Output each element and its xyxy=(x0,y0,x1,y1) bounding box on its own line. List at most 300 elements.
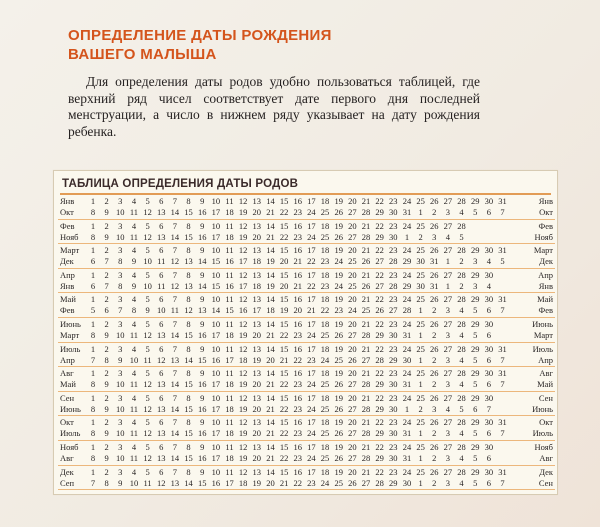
period-day: 10 xyxy=(211,417,221,428)
due-day: 10 xyxy=(116,207,125,217)
period-day: 11 xyxy=(225,220,234,231)
period-day: 30 xyxy=(484,245,494,256)
due-date-row xyxy=(58,478,555,489)
due-day: 26 xyxy=(348,477,357,488)
due-day: 7 xyxy=(500,354,505,365)
period-day: 24 xyxy=(402,441,412,452)
month-block xyxy=(58,392,555,417)
period-day: 25 xyxy=(416,392,425,403)
period-row xyxy=(58,245,555,256)
due-day: 27 xyxy=(348,428,357,439)
period-day: 8 xyxy=(186,245,191,256)
period-row xyxy=(58,270,555,281)
due-day: 5 xyxy=(459,403,464,414)
period-day: 17 xyxy=(307,368,316,379)
period-day: 2 xyxy=(104,196,109,206)
due-day: 11 xyxy=(129,329,139,340)
period-day: 4 xyxy=(131,441,137,452)
period-day: 17 xyxy=(307,220,316,231)
due-day: 5 xyxy=(473,428,478,439)
period-day: 23 xyxy=(389,196,398,206)
period-day: 27 xyxy=(443,417,453,428)
due-month-label: Июль xyxy=(60,428,81,439)
due-day: 10 xyxy=(116,403,125,414)
due-day: 25 xyxy=(320,329,330,340)
due-day: 23 xyxy=(307,354,316,365)
due-day: 17 xyxy=(211,329,221,340)
period-day: 29 xyxy=(470,368,480,379)
period-day: 29 xyxy=(470,196,480,206)
due-month-label-right: Июль xyxy=(532,428,553,439)
due-day: 27 xyxy=(361,354,371,365)
period-day: 16 xyxy=(293,196,302,206)
period-day: 13 xyxy=(252,466,262,477)
due-day: 13 xyxy=(157,207,166,217)
due-day: 8 xyxy=(104,354,109,365)
due-day: 8 xyxy=(90,231,96,242)
due-day: 18 xyxy=(266,305,275,316)
due-day: 1 xyxy=(418,452,423,463)
period-day: 2 xyxy=(104,318,109,329)
period-day: 28 xyxy=(457,318,466,329)
due-day: 24 xyxy=(307,329,316,340)
due-day: 4 xyxy=(486,280,491,291)
due-day: 12 xyxy=(184,305,193,316)
period-day: 24 xyxy=(402,417,412,428)
period-day: 24 xyxy=(402,245,412,256)
period-day: 19 xyxy=(334,392,343,403)
period-day: 31 xyxy=(498,245,507,256)
period-day: 22 xyxy=(375,417,384,428)
period-day: 14 xyxy=(266,441,275,452)
period-day: 11 xyxy=(225,343,234,354)
period-day: 4 xyxy=(131,368,137,379)
period-day: 9 xyxy=(200,343,205,354)
due-day: 15 xyxy=(197,354,207,365)
due-day: 20 xyxy=(293,305,302,316)
period-day: 28 xyxy=(457,245,466,256)
period-day: 14 xyxy=(266,245,275,256)
due-day: 29 xyxy=(375,452,384,463)
due-day: 27 xyxy=(348,207,357,217)
due-day: 17 xyxy=(211,428,221,439)
due-day: 25 xyxy=(320,379,330,390)
due-day: 22 xyxy=(320,305,330,316)
period-day: 22 xyxy=(375,343,384,354)
due-day: 11 xyxy=(129,231,139,242)
period-day: 23 xyxy=(389,245,398,256)
period-day: 19 xyxy=(334,269,343,280)
period-day: 23 xyxy=(389,392,398,403)
due-day: 26 xyxy=(375,305,384,316)
period-day: 8 xyxy=(186,318,191,329)
period-day: 13 xyxy=(252,245,262,256)
period-day: 25 xyxy=(416,318,425,329)
due-day: 6 xyxy=(486,452,491,463)
period-day: 25 xyxy=(416,220,425,231)
period-day: 8 xyxy=(186,294,191,305)
period-month-label: Окт xyxy=(60,417,74,428)
due-day: 5 xyxy=(459,231,464,242)
period-day: 18 xyxy=(320,318,330,329)
period-day: 3 xyxy=(118,245,123,256)
due-day: 19 xyxy=(238,379,248,390)
period-day: 13 xyxy=(252,368,262,379)
period-month-label-right: Март xyxy=(533,245,553,256)
due-day: 20 xyxy=(266,354,275,365)
period-day: 25 xyxy=(416,417,425,428)
due-day: 15 xyxy=(197,477,207,488)
period-day: 8 xyxy=(186,196,191,206)
period-day: 21 xyxy=(361,466,371,477)
due-day: 3 xyxy=(473,280,478,291)
period-day: 25 xyxy=(416,466,425,477)
period-month-label-right: Авг xyxy=(539,368,553,379)
due-day: 13 xyxy=(157,231,166,242)
period-month-label: Нояб xyxy=(60,441,79,452)
period-day: 15 xyxy=(279,466,289,477)
period-day: 11 xyxy=(225,318,234,329)
period-day: 7 xyxy=(172,441,178,452)
due-day: 7 xyxy=(486,403,491,414)
period-day: 13 xyxy=(252,318,262,329)
due-month-label: Сеп xyxy=(60,477,75,488)
period-day: 12 xyxy=(238,441,248,452)
period-day: 30 xyxy=(484,318,494,329)
period-day: 2 xyxy=(104,417,109,428)
due-day: 30 xyxy=(402,477,412,488)
due-day: 16 xyxy=(238,305,248,316)
due-day: 17 xyxy=(211,231,221,242)
due-day: 30 xyxy=(389,403,398,414)
period-day: 1 xyxy=(90,466,96,477)
due-day: 23 xyxy=(293,207,302,217)
period-day: 14 xyxy=(266,269,275,280)
due-day: 3 xyxy=(445,354,451,365)
period-day: 24 xyxy=(402,196,412,206)
period-day: 8 xyxy=(186,392,191,403)
due-day: 13 xyxy=(157,452,166,463)
period-month-label: Фев xyxy=(60,220,75,231)
due-day: 14 xyxy=(211,305,221,316)
period-day: 8 xyxy=(186,441,191,452)
due-day: 19 xyxy=(238,403,248,414)
period-month-label: Сен xyxy=(60,392,75,403)
due-day: 28 xyxy=(361,428,371,439)
due-day: 9 xyxy=(104,231,109,242)
due-day: 11 xyxy=(170,305,179,316)
due-day: 30 xyxy=(389,207,398,217)
due-day: 3 xyxy=(445,428,451,439)
period-month-label-right: Июль xyxy=(532,343,553,354)
due-day: 27 xyxy=(375,280,384,291)
due-day: 14 xyxy=(170,403,180,414)
due-date-row xyxy=(58,453,555,464)
due-day: 30 xyxy=(389,379,398,390)
period-day: 3 xyxy=(118,318,123,329)
period-day: 20 xyxy=(348,196,357,206)
due-day: 17 xyxy=(211,207,221,217)
due-day: 6 xyxy=(486,329,491,340)
period-day: 27 xyxy=(443,245,453,256)
due-day: 11 xyxy=(143,354,152,365)
due-day: 16 xyxy=(225,256,234,267)
period-day: 1 xyxy=(90,294,96,305)
period-day: 28 xyxy=(457,392,466,403)
period-day: 14 xyxy=(266,368,275,379)
due-day: 1 xyxy=(418,329,423,340)
due-day: 27 xyxy=(348,329,357,340)
due-day: 26 xyxy=(334,207,343,217)
period-day: 28 xyxy=(457,294,466,305)
period-day: 25 xyxy=(416,269,425,280)
period-day: 12 xyxy=(238,343,248,354)
due-day: 26 xyxy=(334,329,343,340)
period-day: 13 xyxy=(252,294,262,305)
due-day: 7 xyxy=(500,305,505,316)
due-day: 2 xyxy=(432,452,437,463)
heading-line-1: ОПРЕДЕЛЕНИЕ ДАТЫ РОЖДЕНИЯ xyxy=(68,27,332,44)
period-day: 12 xyxy=(238,294,248,305)
due-day: 21 xyxy=(266,403,275,414)
period-day: 5 xyxy=(145,417,150,428)
due-day: 25 xyxy=(348,280,357,291)
period-day: 30 xyxy=(484,269,494,280)
due-day: 11 xyxy=(129,428,139,439)
due-day: 4 xyxy=(459,329,464,340)
period-day: 5 xyxy=(145,196,150,206)
period-day: 24 xyxy=(402,368,412,379)
period-day: 6 xyxy=(159,318,164,329)
period-day: 17 xyxy=(307,441,316,452)
period-day: 16 xyxy=(293,466,302,477)
period-day: 20 xyxy=(348,466,357,477)
due-day: 15 xyxy=(211,280,221,291)
due-day: 13 xyxy=(157,403,166,414)
period-day: 27 xyxy=(443,368,453,379)
period-day: 12 xyxy=(238,220,248,231)
due-day: 12 xyxy=(157,477,166,488)
due-day: 11 xyxy=(157,280,166,291)
due-day: 18 xyxy=(238,354,248,365)
due-day: 24 xyxy=(320,354,330,365)
due-day: 26 xyxy=(361,280,371,291)
period-day: 22 xyxy=(375,220,384,231)
due-day: 9 xyxy=(131,280,137,291)
due-date-table xyxy=(53,170,558,495)
period-day: 9 xyxy=(200,392,205,403)
due-day: 28 xyxy=(361,403,371,414)
due-day: 9 xyxy=(104,403,109,414)
due-day: 4 xyxy=(459,428,464,439)
due-day: 15 xyxy=(184,403,193,414)
due-day: 30 xyxy=(389,231,398,242)
period-day: 12 xyxy=(238,245,248,256)
period-day: 1 xyxy=(90,343,96,354)
due-day: 4 xyxy=(445,403,451,414)
due-day: 11 xyxy=(129,452,139,463)
period-day: 3 xyxy=(118,392,123,403)
table-title: ТАБЛИЦА ОПРЕДЕЛЕНИЯ ДАТЫ РОДОВ xyxy=(62,178,299,190)
period-day: 4 xyxy=(131,392,137,403)
due-day: 19 xyxy=(238,329,248,340)
period-day: 23 xyxy=(389,417,398,428)
due-date-row xyxy=(58,428,555,439)
period-day: 26 xyxy=(430,368,439,379)
period-day: 15 xyxy=(279,294,289,305)
due-day: 21 xyxy=(266,379,275,390)
period-day: 25 xyxy=(416,245,425,256)
period-day: 18 xyxy=(320,466,330,477)
period-day: 15 xyxy=(279,368,289,379)
due-day: 5 xyxy=(500,256,505,267)
month-block xyxy=(58,466,555,491)
due-day: 7 xyxy=(500,428,505,439)
period-day: 31 xyxy=(498,294,507,305)
due-day: 24 xyxy=(307,207,316,217)
due-day: 17 xyxy=(252,305,262,316)
period-day: 25 xyxy=(416,368,425,379)
period-day: 12 xyxy=(238,196,248,206)
period-day: 23 xyxy=(389,220,398,231)
due-day: 16 xyxy=(225,280,234,291)
due-day: 29 xyxy=(375,379,384,390)
due-day: 18 xyxy=(252,280,262,291)
due-day: 21 xyxy=(293,280,302,291)
period-day: 18 xyxy=(320,269,330,280)
due-day: 6 xyxy=(486,428,491,439)
due-day: 16 xyxy=(211,354,221,365)
due-day: 6 xyxy=(90,280,96,291)
period-day: 20 xyxy=(348,343,357,354)
period-day: 9 xyxy=(200,441,205,452)
period-day: 19 xyxy=(334,343,343,354)
period-day: 9 xyxy=(200,269,205,280)
period-day: 17 xyxy=(307,245,316,256)
period-day: 10 xyxy=(211,368,221,379)
period-day: 19 xyxy=(334,441,343,452)
period-day: 29 xyxy=(470,269,480,280)
period-day: 9 xyxy=(200,466,205,477)
period-day: 28 xyxy=(457,343,466,354)
due-day: 8 xyxy=(118,256,123,267)
period-day: 26 xyxy=(430,220,439,231)
due-day: 17 xyxy=(225,477,234,488)
period-day: 17 xyxy=(307,417,316,428)
period-day: 5 xyxy=(145,318,150,329)
due-day: 31 xyxy=(402,452,412,463)
due-day: 21 xyxy=(266,207,275,217)
due-day: 29 xyxy=(389,477,398,488)
period-day: 24 xyxy=(402,269,412,280)
due-day: 1 xyxy=(418,305,423,316)
due-day: 23 xyxy=(293,452,302,463)
due-day: 3 xyxy=(445,329,451,340)
due-day: 20 xyxy=(252,231,262,242)
due-day: 31 xyxy=(430,256,439,267)
period-day: 4 xyxy=(131,343,137,354)
period-month-label-right: Фев xyxy=(538,220,553,231)
period-day: 3 xyxy=(118,196,123,206)
due-day: 25 xyxy=(320,231,330,242)
period-day: 27 xyxy=(443,441,453,452)
month-block xyxy=(58,441,555,466)
period-month-label: Дек xyxy=(60,466,74,477)
period-month-label-right: Окт xyxy=(539,417,553,428)
due-day: 7 xyxy=(500,477,505,488)
period-day: 9 xyxy=(200,245,205,256)
due-month-label: Фев xyxy=(60,305,75,316)
due-day: 16 xyxy=(211,477,221,488)
due-day: 23 xyxy=(320,256,330,267)
period-day: 15 xyxy=(279,392,289,403)
month-block xyxy=(58,244,555,269)
period-day: 26 xyxy=(430,294,439,305)
due-day: 13 xyxy=(157,379,166,390)
due-day: 30 xyxy=(389,428,398,439)
period-day: 8 xyxy=(186,466,191,477)
period-day: 16 xyxy=(293,294,302,305)
period-day: 30 xyxy=(484,368,494,379)
due-month-label-right: Апр xyxy=(538,354,553,365)
period-month-label-right: Сен xyxy=(538,392,553,403)
period-day: 31 xyxy=(498,466,507,477)
period-day: 22 xyxy=(375,368,384,379)
period-day: 1 xyxy=(90,368,96,379)
due-date-row xyxy=(58,330,555,341)
period-day: 24 xyxy=(402,220,412,231)
period-day: 6 xyxy=(159,220,164,231)
due-day: 28 xyxy=(361,379,371,390)
due-day: 9 xyxy=(118,477,123,488)
period-day: 21 xyxy=(361,368,371,379)
month-block xyxy=(58,195,555,220)
due-day: 29 xyxy=(375,428,384,439)
period-day: 26 xyxy=(430,318,439,329)
due-day: 7 xyxy=(104,256,109,267)
due-day: 10 xyxy=(143,256,152,267)
due-month-label-right: Окт xyxy=(539,207,553,217)
period-day: 21 xyxy=(361,220,371,231)
period-day: 15 xyxy=(279,269,289,280)
period-day: 30 xyxy=(484,294,494,305)
period-day: 22 xyxy=(375,318,384,329)
due-day: 13 xyxy=(157,428,166,439)
due-day: 3 xyxy=(445,452,451,463)
period-day: 26 xyxy=(430,466,439,477)
due-day: 31 xyxy=(402,428,412,439)
period-day: 5 xyxy=(145,294,150,305)
due-month-label: Март xyxy=(60,329,80,340)
due-day: 12 xyxy=(143,403,152,414)
due-day: 8 xyxy=(90,428,96,439)
period-month-label: Авг xyxy=(60,368,74,379)
period-day: 10 xyxy=(211,318,221,329)
due-month-label-right: Фев xyxy=(538,305,553,316)
due-day: 29 xyxy=(402,280,412,291)
due-day: 18 xyxy=(225,329,234,340)
period-day: 22 xyxy=(375,392,384,403)
due-day: 12 xyxy=(157,354,166,365)
due-day: 25 xyxy=(348,256,357,267)
period-day: 18 xyxy=(320,343,330,354)
due-day: 24 xyxy=(307,231,316,242)
period-day: 16 xyxy=(293,343,302,354)
due-day: 22 xyxy=(279,403,289,414)
due-day: 4 xyxy=(486,256,491,267)
period-day: 12 xyxy=(238,417,248,428)
due-day: 30 xyxy=(389,329,398,340)
